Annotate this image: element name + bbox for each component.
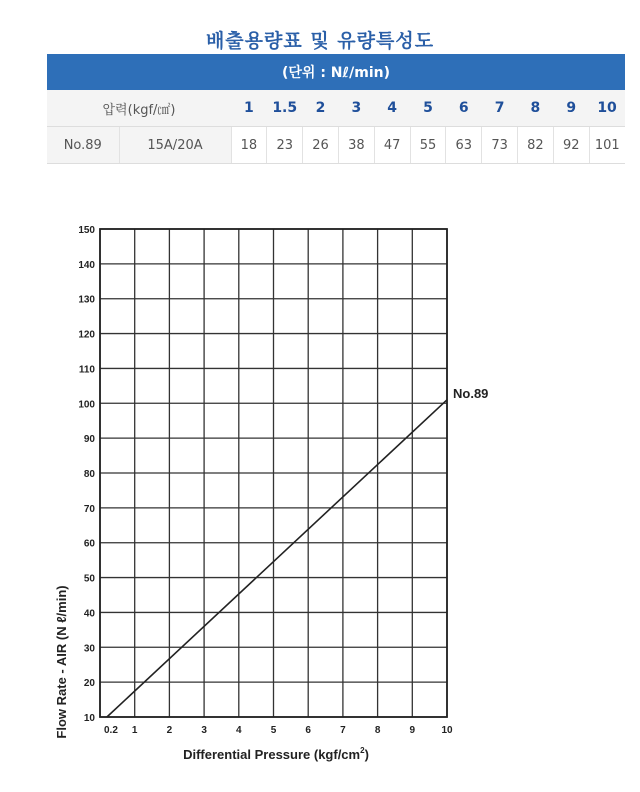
size-cell: 15A/20A [119, 127, 231, 164]
flow-cell: 55 [410, 127, 446, 164]
x-tick-label: 4 [236, 725, 242, 736]
model-cell: No.89 [47, 127, 119, 164]
pressure-header-row [47, 90, 625, 127]
y-axis-label: Flow Rate - AIR (N ℓ/min) [54, 585, 69, 739]
pressure-cell: 1 [231, 90, 267, 127]
pressure-cell: 10 [589, 90, 625, 127]
y-tick-label: 50 [83, 573, 95, 585]
pressure-cell: 3 [338, 90, 374, 127]
flow-cell: 101 [589, 127, 625, 164]
x-axis-label: Differential Pressure $(kgf/cm^2)$ [183, 746, 369, 762]
pressure-cell: 9 [553, 90, 589, 127]
flow-cell: 73 [482, 127, 518, 164]
x-tick-label: 5 [270, 725, 277, 736]
x-tick-label: 0.2 [103, 725, 118, 736]
x-tick-label: 6 [305, 725, 311, 736]
flow-cell: 47 [374, 127, 410, 164]
x-tick-label: 7 [340, 725, 346, 736]
y-tick-label: 140 [78, 259, 95, 271]
flow-capacity-table [47, 54, 625, 164]
y-tick-label: 150 [78, 225, 95, 236]
y-tick-label: 70 [83, 503, 95, 515]
y-tick-label: 40 [83, 608, 95, 620]
series-label: No.89 [453, 385, 489, 401]
y-tick-label: 60 [83, 538, 95, 550]
chart-series [107, 386, 489, 717]
x-tick-label: 9 [409, 725, 416, 736]
flow-cell: 38 [338, 127, 374, 164]
table-row [47, 127, 625, 164]
y-tick-label: 110 [78, 364, 95, 376]
unit-header: (단위 : Nℓ/min) [47, 54, 625, 90]
page-title: 배출용량표 및 유량특성도 [205, 30, 435, 52]
series-line [107, 400, 447, 717]
y-tick-label: 10 [83, 713, 95, 724]
flow-cell: 23 [267, 127, 303, 164]
chart-grid [100, 229, 447, 717]
y-tick-label: 30 [83, 643, 95, 655]
flow-cell: 18 [231, 127, 267, 164]
pressure-cell: 2 [303, 90, 339, 127]
pressure-cell: 6 [446, 90, 482, 127]
x-tick-label: 1 [131, 725, 138, 736]
pressure-cell: 8 [518, 90, 554, 127]
y-tick-label: 100 [78, 399, 95, 411]
flow-cell: 92 [553, 127, 589, 164]
pressure-cell: 5 [410, 90, 446, 127]
pressure-header-label: 압력(kgf/㎠) [47, 90, 231, 127]
flow-cell: 26 [303, 127, 339, 164]
x-tick-label: 10 [441, 725, 453, 736]
x-tick-label: 2 [166, 725, 173, 736]
flow-cell: 82 [518, 127, 554, 164]
y-tick-label: 120 [78, 329, 95, 341]
pressure-cell: 7 [482, 90, 518, 127]
y-tick-label: 20 [83, 678, 95, 690]
y-tick-label: 130 [78, 294, 95, 306]
x-tick-label: 8 [374, 725, 381, 736]
y-tick-label: 90 [83, 434, 95, 446]
y-tick-label: 80 [83, 469, 95, 480]
flow-chart [0, 200, 640, 792]
x-tick-label: 3 [201, 725, 207, 736]
flow-cell: 63 [446, 127, 482, 164]
pressure-cell: 4 [374, 90, 410, 127]
pressure-cell: 1.5 [267, 90, 303, 127]
